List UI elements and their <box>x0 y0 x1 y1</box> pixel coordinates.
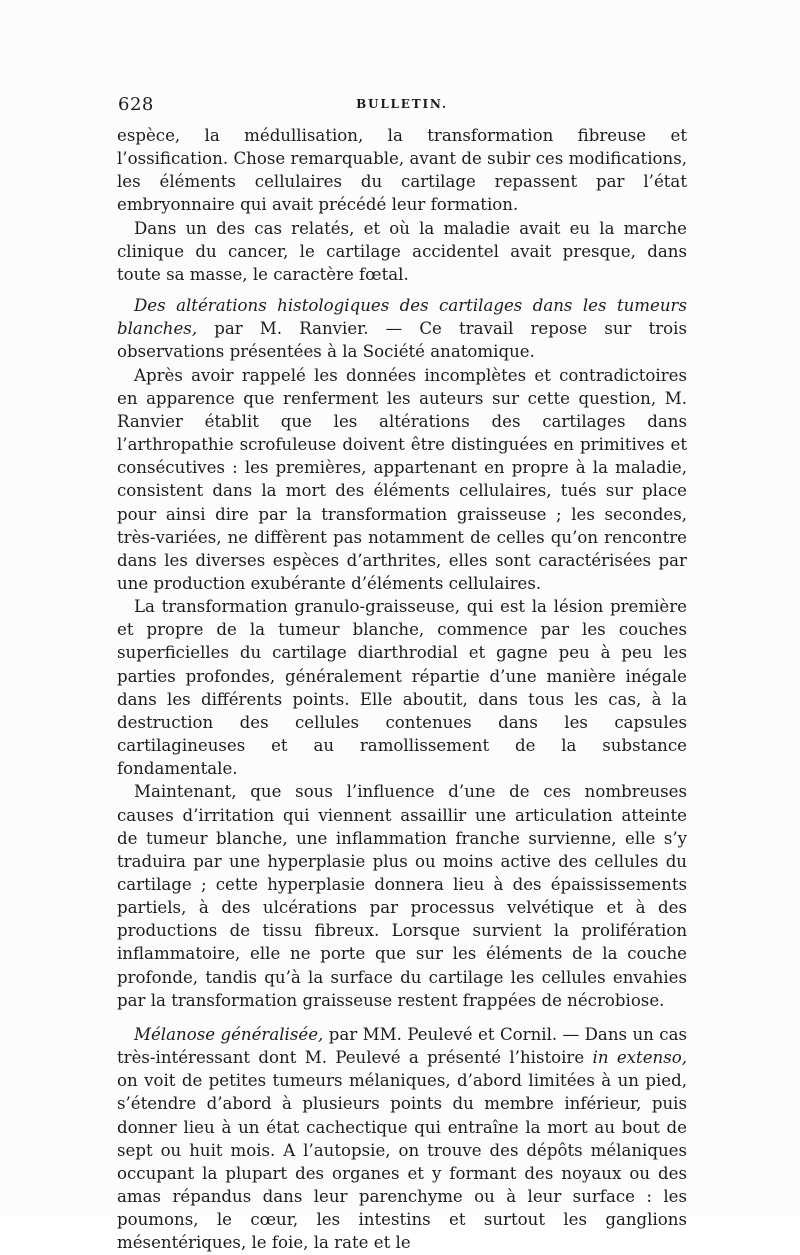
section-melanose <box>117 1023 687 1255</box>
running-title: BULLETIN. <box>356 97 448 111</box>
inline-italic: in extenso, <box>592 1048 688 1068</box>
page-header <box>118 94 686 118</box>
paragraph <box>117 364 687 596</box>
section-ranvier <box>117 294 687 363</box>
paragraph-text: par MM. Peulevé et Cornil. — Dans un cas très-intéressant dont M. Peulevé a présenté l’histoire <box>117 1024 687 1068</box>
body-text <box>117 124 687 1255</box>
paragraph-text: Après avoir rappelé les données incomplètes et contradictoires en apparence que renferment les auteurs sur cette question, M. Ranvier établit que les altérations des cartilages dans l’arthropathie scrofuleuse doivent être distinguées en primitives et consécutives : les premières, appartenant en propre à la maladie, consistent dans la mort des éléments cellulaires, tués sur place pour ainsi dire par la transformation graisseuse ; les secondes, très-variées, ne diffèrent pas notamment de celles qu’on rencontre dans les diverses espèces d’arthrites, elles sont caractérisées par une production exubérante d’éléments cellulaires. <box>117 365 687 593</box>
paragraph-text: on voit de petites tumeurs mélaniques, d’abord limitées à un pied, s’étendre d’abord à plusieurs points du membre inférieur, puis donner lieu à un état cachectique qui entraîne la mort au bout de sept ou huit mois. A l’autopsie, on trouve des dépôts mélaniques occupant la plupart des organes et y formant des noyaux ou des amas répandus dans leur parenchyme ou à leur surface : les poumons, le cœur, les intestins et surtout les ganglions mésentériques, le foie, la rate et le <box>117 1071 687 1253</box>
paragraph <box>117 780 687 1012</box>
paragraph-text: La transformation granulo-graisseuse, qui est la lésion première et propre de la tumeur blanche, commence par les couches superficielles du cartilage diarthrodial et gagne peu à peu les parties profondes, généralement répartie d’une manière inégale dans les différents points. Elle aboutit, dans tous les cas, à la destruction des cellules contenues dans les capsules cartilagineuses et au ramollissement de la substance fondamentale. <box>117 597 687 779</box>
paragraph-continuation <box>117 124 687 217</box>
paragraph <box>117 217 687 286</box>
section-title-ranvier: Des altérations histologiques des cartilages dans les tumeurs blanches, <box>117 296 687 339</box>
paragraph-text: Maintenant, que sous l’influence d’une de ces nombreuses causes d’irritation qui viennent assaillir une articulation atteinte de tumeur blanche, une inflammation franche survienne, elle s’y traduira par une hyperplasie plus ou moins active des cellules du cartilage ; cette hyperplasie donnera lieu à des épaississements partiels, à des ulcérations par processus velvétique et à des productions de tissu fibreux. Lorsque survient la prolifération inflammatoire, elle ne porte que sur les éléments de la couche profonde, tandis qu’à la surface du cartilage les cellules envahies par la transformation graisseuse restent frappées de nécrobiose. <box>117 782 687 1010</box>
paragraph-text: espèce, la médullisation, la transformation fibreuse et l’ossification. Chose remarquable, avant de subir ces modifications, les éléments cellulaires du cartilage repassent par l’état embryonnaire qui avait précédé leur formation. <box>117 126 687 215</box>
paragraph <box>117 595 687 780</box>
paragraph-text: par M. Ranvier. — Ce travail repose sur trois observations présentées à la Société anatomique. <box>117 319 687 362</box>
section-title-melanose: Mélanose généralisée, <box>134 1024 324 1044</box>
page-number: 628 <box>118 94 154 115</box>
paragraph-text: Dans un des cas relatés, et où la maladie avait eu la marche clinique du cancer, le cartilage accidentel avait presque, dans toute sa masse, le caractère fœtal. <box>117 218 687 284</box>
